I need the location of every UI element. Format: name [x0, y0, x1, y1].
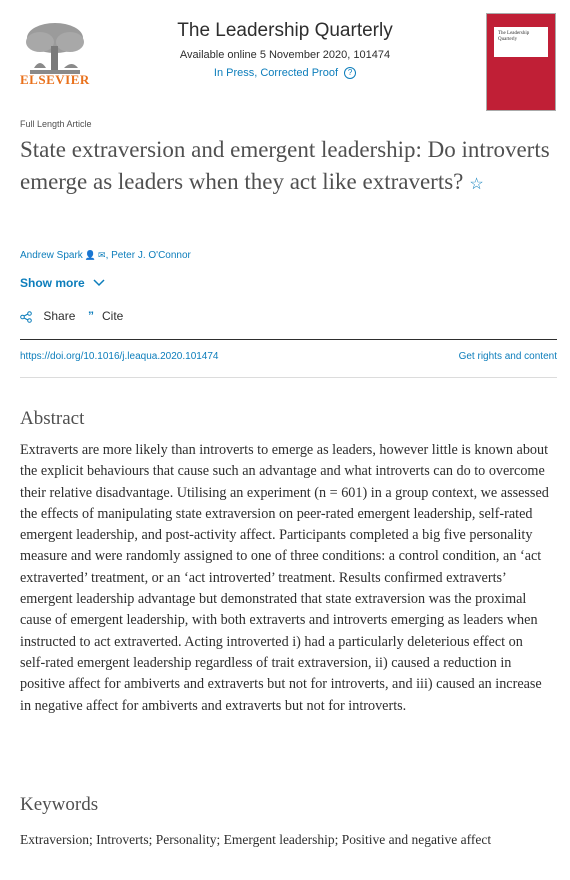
divider [20, 339, 557, 340]
cite-button[interactable] [88, 309, 123, 323]
share-label: Share [43, 309, 76, 323]
share-button[interactable] [20, 309, 75, 323]
star-icon[interactable]: ☆ [469, 176, 484, 193]
abstract-heading: Abstract [20, 408, 85, 429]
journal-status [0, 67, 570, 79]
abstract-text: Extraverts are more likely than introverts to emerge as leaders, however little is known about the explicit behaviours that cause such an advantage and what introverts can do to overcome their relative disadvantage. Utilising an experiment (n = 601) in a group context, we assessed the effects of manipulating state extraversion on peer-rated emergent leadership, self-rated emergent leadership, and post-activity affect. Participants completed a big five personality measure and were randomly assigned to one of three conditions: a control condition, an ‘act extraverted’ treatment, or an ‘act introverted’ treatment. Results confirmed extraverts’ emergent leadership advantage but demonstrated that state extraversion was the proximal cause of emergent leadership, with both extraverts and introverts emerging as leaders when instructed to act extraverted. Acting introverted i) had a particularly deleterious effect on self-rated emergent leadership regardless of trait extraversion, ii) caused a reduction in positive affect for ambiverts and extraverts but not for introverts, and iii) caused an increase in negative affect for ambiverts and extraverts but not for introverts. [20, 442, 549, 714]
help-icon[interactable]: ? [344, 67, 356, 79]
chevron-down-icon [93, 279, 105, 287]
show-more-button[interactable] [20, 276, 105, 290]
cite-label: Cite [102, 309, 124, 323]
cover-label [494, 27, 548, 57]
cover-title: The Leadership Quarterly [498, 31, 530, 42]
doi-link[interactable]: https://doi.org/10.1016/j.leaqua.2020.101474 [20, 351, 219, 362]
keywords-list: Extraversion; Introverts; Personality; Emergent leadership; Positive and negative affect [20, 832, 492, 847]
author-link[interactable]: Andrew Spark [20, 250, 83, 261]
keywords-heading: Keywords [20, 794, 99, 815]
article-title [20, 134, 550, 201]
article-type: Full Length Article [20, 119, 92, 129]
author-list [20, 250, 191, 261]
show-more-label: Show more [20, 276, 85, 290]
share-icon [20, 311, 32, 323]
envelope-icon[interactable]: ✉ [98, 250, 106, 260]
journal-cover-image[interactable] [486, 13, 556, 111]
status-text: In Press, Corrected Proof [213, 67, 339, 79]
publisher-name[interactable]: ELSEVIER [20, 72, 90, 87]
person-icon[interactable]: 👤 [84, 250, 97, 260]
journal-availability: Available online 5 November 2020, 101474 [179, 49, 391, 61]
divider [20, 377, 557, 378]
article-title-text: State extraversion and emergent leadership: Do introverts emerge as leaders when they act like extraverts? [20, 137, 550, 194]
journal-title[interactable]: The Leadership Quarterly [177, 20, 393, 41]
author-separator: , [105, 250, 112, 261]
quote-icon: ” [88, 309, 94, 323]
rights-link[interactable]: Get rights and content [458, 351, 557, 362]
author-link[interactable]: Peter J. O'Connor [111, 250, 191, 261]
